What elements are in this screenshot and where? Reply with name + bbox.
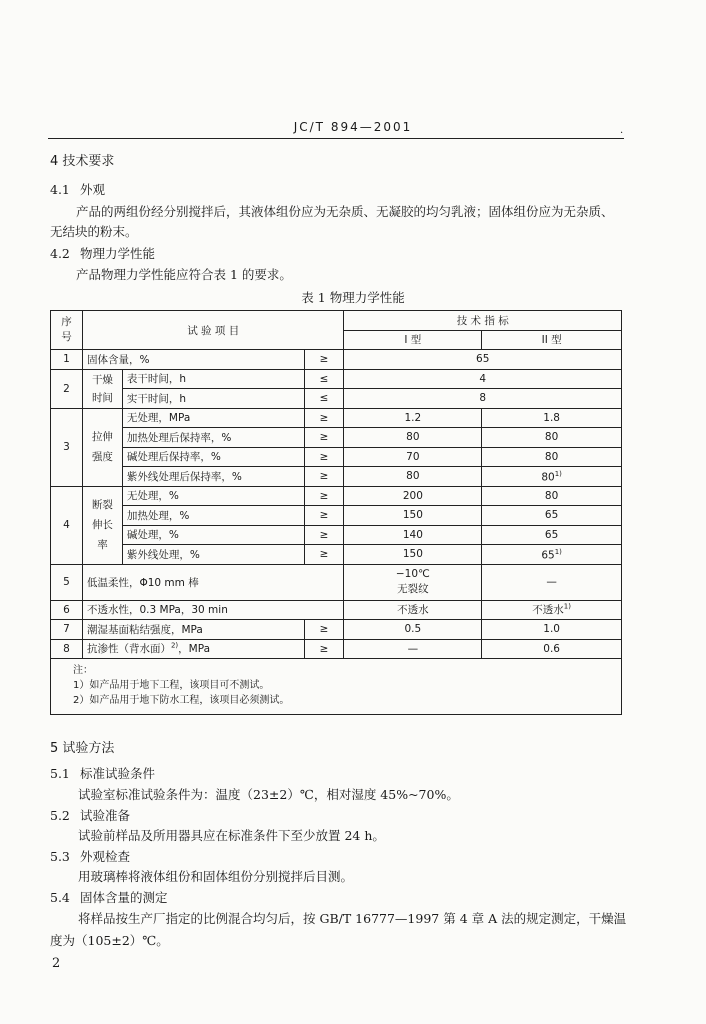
section-number: 4.2 [50, 246, 70, 261]
row-value-type-2 [482, 600, 622, 620]
row-item: 碱处理后保持率，% [122, 447, 304, 467]
row-group: 干燥 时间 [82, 369, 122, 408]
footnote-ref: 1) [563, 602, 571, 611]
note-label: 注： [73, 665, 93, 676]
row-value-type-2: 65 [482, 506, 622, 526]
row-value-type-2: 80 [482, 447, 622, 467]
row-item: 加热处理后保持率，% [122, 428, 304, 448]
row-symbol: ≥ [304, 447, 344, 467]
paragraph-line: 度为（105±2）℃。 [50, 933, 169, 948]
row-value-type-2 [482, 467, 622, 487]
row-item: 实干时间，h [122, 389, 304, 409]
row-symbol: ≥ [304, 525, 344, 545]
row-value-type-1: 80 [344, 467, 482, 487]
table-notes-row [51, 659, 622, 715]
row-symbol: ≥ [304, 486, 344, 506]
section-5-3-heading [50, 847, 130, 865]
note-item: 1）如产品用于地下工程，该项目可不测试。 [73, 680, 270, 691]
row-no: 6 [51, 600, 83, 620]
standard-code: JC/T 894—2001 [293, 120, 413, 134]
row-symbol: ≤ [304, 389, 344, 409]
row-no: 1 [51, 350, 83, 370]
section-5-4-heading [50, 888, 168, 906]
row-value-type-2 [482, 545, 622, 565]
row-no: 5 [51, 564, 83, 600]
note-item: 2）如产品用于地下防水工程，该项目必须测试。 [73, 695, 290, 706]
row-value: 65 [344, 350, 622, 370]
paragraph-line: 产品物理力学性能应符合表 1 的要求。 [76, 267, 292, 282]
section-4-2-heading [50, 244, 155, 262]
row-symbol: ≥ [304, 545, 344, 565]
row-value-type-2: 80 [482, 428, 622, 448]
row-value-type-1: 200 [344, 486, 482, 506]
section-title: 外观检查 [80, 849, 131, 864]
row-no: 2 [51, 369, 83, 408]
row-no: 3 [51, 408, 83, 486]
section-number: 5.3 [50, 849, 70, 864]
paragraph-line: 试验室标准试验条件为：温度（23±2）℃，相对湿度 45%~70%。 [78, 787, 459, 802]
value: 不透水 [532, 604, 564, 617]
paragraph-line: 将样品按生产厂指定的比例混合均匀后，按 GB/T 16777—1997 第 4 章 A 法的规定测定，干燥温 [78, 911, 627, 926]
value: 80 [541, 471, 555, 483]
paragraph-line: 用玻璃棒将液体组份和固体组份分别搅拌后目测。 [78, 869, 354, 884]
row-value-type-1: 80 [344, 428, 482, 448]
row-item: 固体含量，% [82, 350, 304, 370]
table-row [51, 620, 622, 640]
paragraph-line: 无结块的粉末。 [50, 224, 138, 239]
section-title: 试验准备 [80, 808, 131, 823]
row-value-type-1: 不透水 [344, 600, 482, 620]
section-title: 固体含量的测定 [80, 890, 168, 905]
row-item: 碱处理，% [122, 525, 304, 545]
row-value-type-1: 150 [344, 545, 482, 565]
row-value-type-1: 1.2 [344, 408, 482, 428]
table-row [51, 369, 622, 389]
row-symbol: ≥ [304, 408, 344, 428]
row-item: 无处理，% [122, 486, 304, 506]
row-item: 紫外线处理后保持率，% [122, 467, 304, 487]
row-value-type-2: 80 [482, 486, 622, 506]
table-row [51, 545, 622, 565]
section-5-title: 5 试验方法 [50, 741, 115, 756]
row-item: 表干时间，h [122, 369, 304, 389]
row-no: 8 [51, 639, 83, 659]
row-value: 8 [344, 389, 622, 409]
paragraph-line: 产品的两组份经分别搅拌后，其液体组份应为无杂质、无凝胶的均匀乳液；固体组份应为无杂质、 [76, 204, 614, 219]
row-item: 潮湿基面粘结强度，MPa [82, 620, 304, 640]
section-number: 5.2 [50, 808, 70, 823]
section-number: 5.1 [50, 766, 70, 781]
row-symbol: ≥ [304, 350, 344, 370]
row-no: 7 [51, 620, 83, 640]
row-symbol: ≥ [304, 639, 344, 659]
row-symbol: ≥ [304, 467, 344, 487]
table-caption: 表 1 物理力学性能 [301, 290, 405, 305]
table-row [51, 350, 622, 370]
section-4-1-heading [50, 180, 105, 198]
section-number: 4.1 [50, 182, 70, 197]
row-item: 紫外线处理，% [122, 545, 304, 565]
row-symbol: ≥ [304, 506, 344, 526]
row-item: 低温柔性，Φ10 mm 棒 [82, 564, 344, 600]
header-no: 序 号 [51, 311, 83, 350]
row-value-type-2: 0.6 [482, 639, 622, 659]
header-spec: 技 术 指 标 [344, 311, 622, 331]
row-item: 不透水性，0.3 MPa，30 min [82, 600, 344, 620]
row-group: 拉伸 强度 [82, 408, 122, 486]
row-symbol: ≤ [304, 369, 344, 389]
row-item: 加热处理，% [122, 506, 304, 526]
table-row [51, 486, 622, 506]
row-value-type-2: 65 [482, 525, 622, 545]
table-row [51, 428, 622, 448]
item-text: 抗渗性（背水面） [86, 643, 171, 656]
header-rule [48, 138, 624, 139]
row-value-type-2: 1.0 [482, 620, 622, 640]
table-row [51, 506, 622, 526]
row-value: 4 [344, 369, 622, 389]
row-value-type-1: −10℃ 无裂纹 [344, 564, 482, 600]
footnote-ref: 1) [554, 547, 562, 556]
table-row [51, 525, 622, 545]
table-row [51, 639, 622, 659]
header-item: 试 验 项 目 [82, 311, 344, 350]
row-value-type-2: — [482, 564, 622, 600]
row-value-type-1: 140 [344, 525, 482, 545]
table-row [51, 447, 622, 467]
value: 65 [541, 549, 555, 561]
row-value-type-1: 150 [344, 506, 482, 526]
row-item: 无处理，MPa [122, 408, 304, 428]
paragraph-line: 试验前样品及所用器具应在标准条件下至少放置 24 h。 [78, 828, 385, 843]
table-row [51, 600, 622, 620]
row-value-type-1: 0.5 [344, 620, 482, 640]
header-type-1: I 型 [344, 330, 482, 350]
row-symbol: ≥ [304, 428, 344, 448]
footnote-ref: 1) [554, 469, 562, 478]
section-4-title: 4 技术要求 [50, 154, 115, 169]
section-5-2-heading [50, 806, 130, 824]
footnote-ref: 2) [170, 641, 179, 650]
row-no: 4 [51, 486, 83, 564]
table-header-row [51, 311, 622, 331]
row-value-type-2: 1.8 [482, 408, 622, 428]
section-title: 外观 [80, 182, 106, 197]
table-row [51, 467, 622, 487]
header-type-2: II 型 [482, 330, 622, 350]
row-group: 断裂 伸长 率 [82, 486, 122, 564]
row-symbol: ≥ [304, 620, 344, 640]
table-row [51, 389, 622, 409]
header-mark: . [620, 125, 624, 136]
row-item [82, 639, 304, 659]
row-value-type-1: — [344, 639, 482, 659]
section-number: 5.4 [50, 890, 70, 905]
section-title: 物理力学性能 [80, 246, 156, 261]
physical-properties-table [50, 310, 622, 715]
table-row [51, 564, 622, 600]
table-notes [51, 659, 622, 715]
row-value-type-1: 70 [344, 447, 482, 467]
section-5-1-heading [50, 764, 155, 782]
page-number: 2 [52, 956, 61, 971]
item-unit: ，MPa [178, 643, 211, 656]
section-title: 标准试验条件 [80, 766, 156, 781]
table-row [51, 408, 622, 428]
